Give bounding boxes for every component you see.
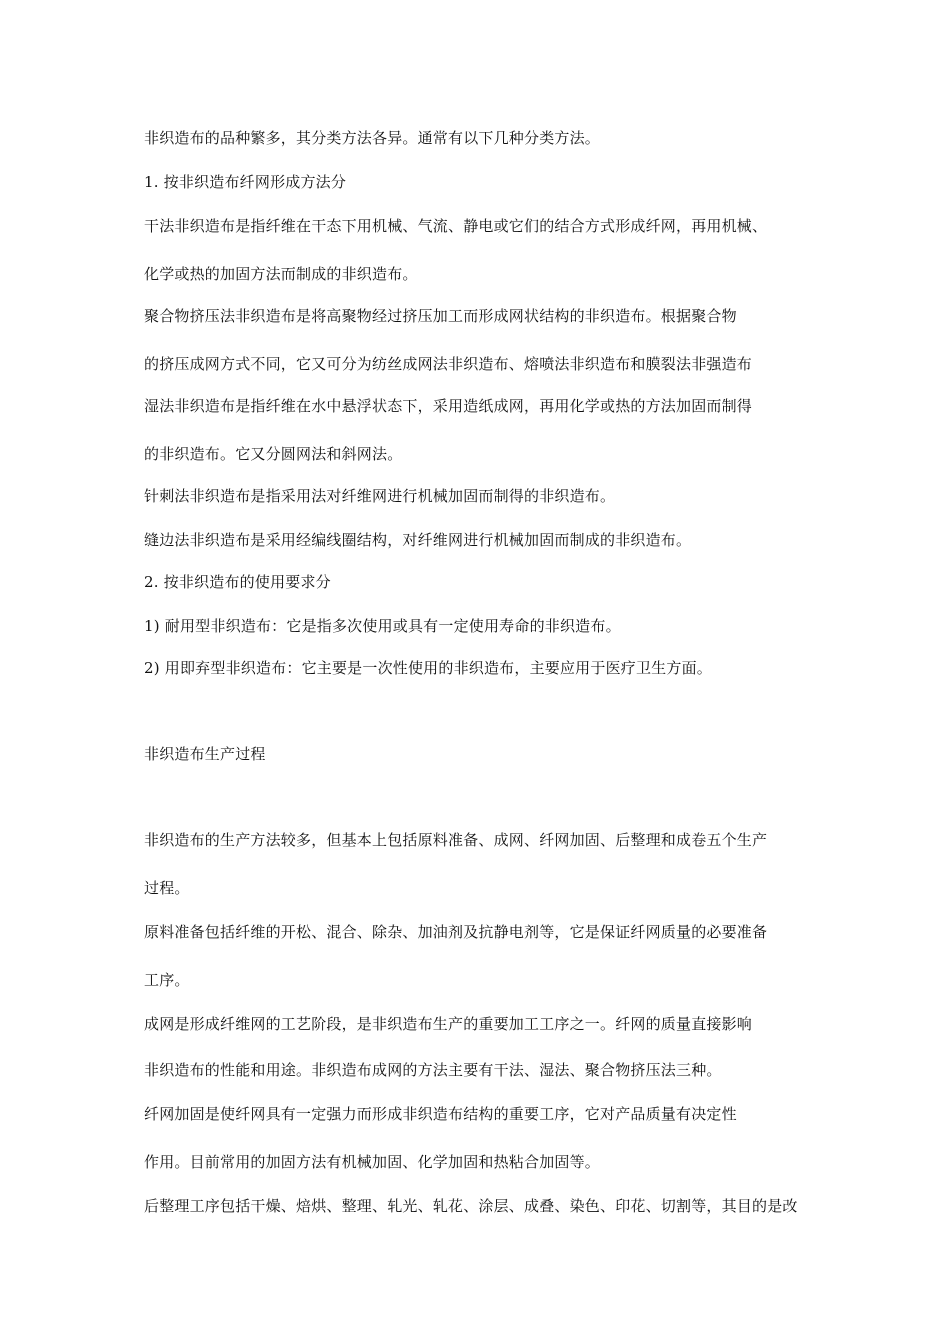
- heading-section-1: 1. 按非织造布纤网形成方法分: [144, 173, 347, 191]
- paragraph-material-prep-line-1: 原料准备包括纤维的开松、混合、除杂、加油剂及抗静电剂等，它是保证纤网质量的必要准备: [144, 923, 768, 941]
- heading-section-2: 2. 按非织造布的使用要求分: [144, 573, 331, 591]
- list-item-durable: 1) 耐用型非织造布：它是指多次使用或具有一定使用寿命的非织造布。: [144, 617, 621, 635]
- paragraph-polymer-extrusion-line-2: 的挤压成网方式不同，它又可分为纺丝成网法非织造布、熔喷法非织造布和膜裂法非强造布: [144, 355, 753, 373]
- section-title-production: 非织造布生产过程: [144, 745, 266, 763]
- paragraph-production-line-2: 过程。: [144, 879, 190, 897]
- paragraph-wet-method-line-1: 湿法非织造布是指纤维在水中悬浮状态下，采用造纸成网，再用化学或热的方法加固而制得: [144, 397, 753, 415]
- paragraph-dry-method-line-1: 干法非织造布是指纤维在干态下用机械、气流、静电或它们的结合方式形成纤网，再用机械、: [144, 217, 768, 235]
- list-item-disposable: 2) 用即弃型非织造布：它主要是一次性使用的非织造布，主要应用于医疗卫生方面。: [144, 659, 712, 677]
- paragraph-stitch-bond: 缝边法非织造布是采用经编线圈结构，对纤维网进行机械加固而制成的非织造布。: [144, 531, 692, 549]
- paragraph-dry-method-line-2: 化学或热的加固方法而制成的非织造布。: [144, 265, 418, 283]
- paragraph-finishing-line-1: 后整理工序包括干燥、焙烘、整理、轧光、轧花、涂层、成叠、染色、印花、切割等，其目的是改: [144, 1197, 798, 1215]
- paragraph-material-prep-line-2: 工序。: [144, 971, 190, 989]
- paragraph-web-forming-line-1: 成网是形成纤维网的工艺阶段，是非织造布生产的重要加工工序之一。纤网的质量直接影响: [144, 1015, 753, 1033]
- paragraph-production-line-1: 非织造布的生产方法较多，但基本上包括原料准备、成网、纤网加固、后整理和成卷五个生产: [144, 831, 768, 849]
- paragraph-intro: 非织造布的品种繁多，其分类方法各异。通常有以下几种分类方法。: [144, 129, 601, 147]
- paragraph-needle-punch: 针刺法非织造布是指采用法对纤维网进行机械加固而制得的非织造布。: [144, 487, 616, 505]
- paragraph-wet-method-line-2: 的非织造布。它又分圆网法和斜网法。: [144, 445, 403, 463]
- paragraph-web-forming-line-2: 非织造布的性能和用途。非织造布成网的方法主要有干法、湿法、聚合物挤压法三种。: [144, 1061, 722, 1079]
- paragraph-web-bonding-line-1: 纤网加固是使纤网具有一定强力而形成非织造布结构的重要工序，它对产品质量有决定性: [144, 1105, 737, 1123]
- paragraph-polymer-extrusion-line-1: 聚合物挤压法非织造布是将高聚物经过挤压加工而形成网状结构的非织造布。根据聚合物: [144, 307, 737, 325]
- paragraph-web-bonding-line-2: 作用。目前常用的加固方法有机械加固、化学加固和热粘合加固等。: [144, 1153, 601, 1171]
